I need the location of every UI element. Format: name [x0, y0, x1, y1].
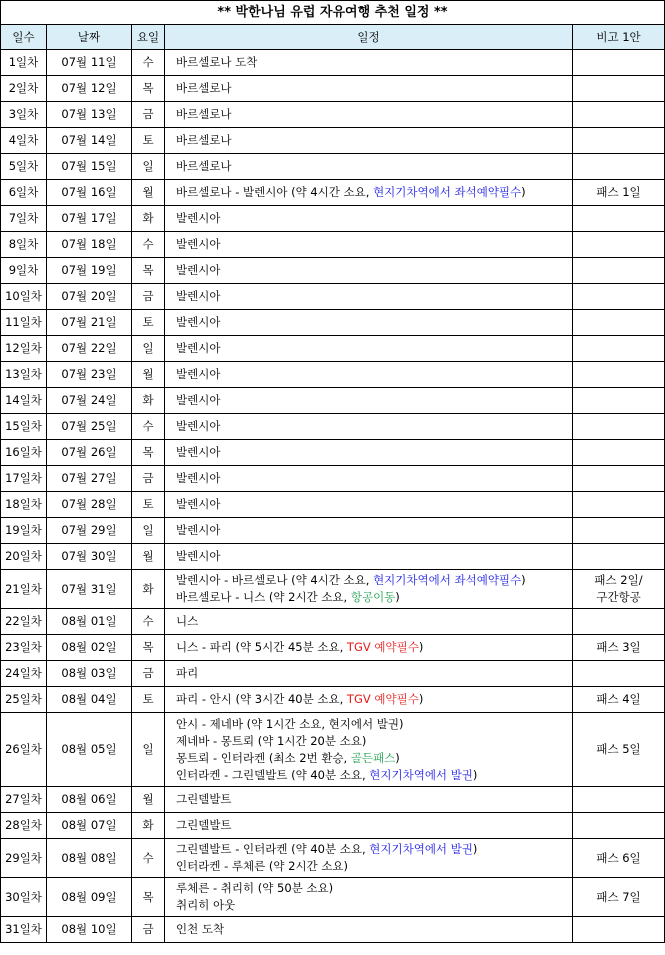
note-cell	[573, 388, 665, 414]
day-cell: 19일차	[1, 518, 47, 544]
note-cell	[573, 180, 665, 206]
schedule-cell	[165, 362, 573, 388]
table-row	[1, 687, 665, 713]
weekday-cell: 화	[132, 570, 165, 609]
schedule-text: 몽트뢰 - 인터라켄 (최소 2번 환승,	[176, 750, 351, 765]
schedule-line	[176, 262, 572, 279]
day-cell: 5일차	[1, 154, 47, 180]
schedule-text: )	[418, 640, 424, 654]
weekday-cell: 수	[132, 609, 165, 635]
schedule-text: )	[395, 750, 400, 765]
schedule-text: 그린델발트 - 인터라켄 (약 40분 소요,	[176, 842, 370, 856]
schedule-line	[176, 236, 572, 253]
schedule-cell	[165, 76, 573, 102]
note-line: 패스 6일	[596, 850, 641, 865]
table-row	[1, 310, 665, 336]
schedule-line	[176, 184, 572, 201]
note-cell	[573, 440, 665, 466]
table-row	[1, 609, 665, 635]
schedule-cell	[165, 661, 573, 687]
date-cell: 07월 23일	[47, 362, 132, 388]
schedule-line	[176, 210, 572, 227]
table-row	[1, 440, 665, 466]
schedule-highlight-text: 현지기차역에서 좌석예약필수	[373, 573, 522, 587]
day-cell: 30일차	[1, 878, 47, 917]
note-cell	[573, 878, 665, 917]
header-row	[1, 25, 665, 50]
schedule-text: 바르셀로나 도착	[176, 55, 258, 69]
note-cell	[573, 661, 665, 687]
table-title: ** 박한나님 유럽 자유여행 추천 일정 **	[1, 1, 665, 25]
schedule-text: )	[418, 692, 424, 706]
day-cell: 17일차	[1, 466, 47, 492]
schedule-line	[176, 392, 572, 409]
header-day: 일수	[1, 25, 47, 50]
note-cell	[573, 917, 665, 943]
date-cell: 08월 02일	[47, 635, 132, 661]
note-cell	[573, 154, 665, 180]
day-cell: 8일차	[1, 232, 47, 258]
note-cell	[573, 570, 665, 609]
schedule-text: 발렌시아	[176, 315, 221, 329]
date-cell: 07월 31일	[47, 570, 132, 609]
note-cell	[573, 50, 665, 76]
table-row	[1, 128, 665, 154]
note-cell	[573, 336, 665, 362]
schedule-cell	[165, 466, 573, 492]
table-row	[1, 180, 665, 206]
table-row	[1, 414, 665, 440]
note-cell	[573, 713, 665, 787]
date-cell: 07월 28일	[47, 492, 132, 518]
date-cell: 07월 26일	[47, 440, 132, 466]
schedule-cell	[165, 635, 573, 661]
schedule-line	[176, 733, 572, 750]
note-cell	[573, 232, 665, 258]
schedule-line	[176, 418, 572, 435]
day-cell: 26일차	[1, 713, 47, 787]
schedule-text: 취리히 아웃	[176, 898, 236, 912]
weekday-cell: 금	[132, 102, 165, 128]
weekday-cell: 화	[132, 206, 165, 232]
weekday-cell: 수	[132, 414, 165, 440]
header-schedule: 일정	[165, 25, 573, 50]
schedule-text: )	[472, 767, 478, 782]
note-cell	[573, 284, 665, 310]
note-line: 패스 4일	[596, 692, 641, 706]
schedule-line	[176, 880, 572, 897]
schedule-line	[176, 288, 572, 305]
schedule-text: 발렌시아	[176, 445, 221, 459]
weekday-cell: 화	[132, 388, 165, 414]
schedule-text: 바르셀로나	[176, 81, 232, 95]
note-cell	[573, 839, 665, 878]
table-row	[1, 102, 665, 128]
date-cell: 07월 25일	[47, 414, 132, 440]
table-row	[1, 284, 665, 310]
itinerary-rows	[1, 50, 665, 943]
table-row	[1, 813, 665, 839]
note-cell	[573, 206, 665, 232]
note-cell	[573, 128, 665, 154]
schedule-text: 니스	[176, 614, 199, 628]
note-line: 패스 7일	[596, 889, 641, 904]
table-row	[1, 336, 665, 362]
schedule-cell	[165, 839, 573, 878]
schedule-line	[176, 444, 572, 461]
date-cell: 07월 12일	[47, 76, 132, 102]
schedule-text: 바르셀로나	[176, 133, 232, 147]
schedule-text: 제네바 - 몽트뢰 (약 1시간 20분 소요)	[176, 733, 367, 748]
header-weekday: 요일	[132, 25, 165, 50]
weekday-cell: 금	[132, 661, 165, 687]
schedule-line	[176, 639, 572, 656]
schedule-text: 발렌시아	[176, 497, 221, 511]
schedule-text: 발렌시아	[176, 549, 221, 563]
date-cell: 07월 14일	[47, 128, 132, 154]
schedule-line	[176, 858, 572, 875]
weekday-cell: 일	[132, 713, 165, 787]
day-cell: 7일차	[1, 206, 47, 232]
schedule-cell	[165, 102, 573, 128]
date-cell: 07월 30일	[47, 544, 132, 570]
schedule-text: 발렌시아	[176, 211, 221, 225]
day-cell: 20일차	[1, 544, 47, 570]
table-row	[1, 839, 665, 878]
table-row	[1, 787, 665, 813]
date-cell: 08월 10일	[47, 917, 132, 943]
schedule-cell	[165, 518, 573, 544]
weekday-cell: 금	[132, 466, 165, 492]
schedule-cell	[165, 570, 573, 609]
schedule-cell	[165, 50, 573, 76]
schedule-text: 파리	[176, 666, 199, 680]
table-row	[1, 466, 665, 492]
date-cell: 08월 01일	[47, 609, 132, 635]
table-row	[1, 661, 665, 687]
schedule-line	[176, 589, 572, 606]
schedule-text: 발렌시아	[176, 523, 221, 537]
schedule-text: 발렌시아	[176, 471, 221, 485]
weekday-cell: 수	[132, 839, 165, 878]
day-cell: 24일차	[1, 661, 47, 687]
schedule-line	[176, 817, 572, 834]
weekday-cell: 금	[132, 284, 165, 310]
weekday-cell: 수	[132, 50, 165, 76]
date-cell: 08월 03일	[47, 661, 132, 687]
schedule-text: 그린델발트	[176, 818, 232, 832]
date-cell: 07월 13일	[47, 102, 132, 128]
note-cell	[573, 687, 665, 713]
schedule-highlight-text: TGV 예약필수	[346, 692, 419, 706]
schedule-line	[176, 750, 572, 767]
schedule-text: 파리 - 안시 (약 3시간 40분 소요,	[176, 692, 347, 706]
schedule-line	[176, 572, 572, 589]
schedule-line	[176, 613, 572, 630]
date-cell: 07월 17일	[47, 206, 132, 232]
date-cell: 07월 27일	[47, 466, 132, 492]
schedule-text: 인터라켄 - 루체른 (약 2시간 소요)	[176, 859, 349, 873]
note-cell	[573, 258, 665, 284]
schedule-text: )	[521, 185, 526, 199]
note-cell	[573, 813, 665, 839]
weekday-cell: 월	[132, 544, 165, 570]
schedule-cell	[165, 232, 573, 258]
date-cell: 07월 21일	[47, 310, 132, 336]
schedule-line	[176, 366, 572, 383]
weekday-cell: 일	[132, 336, 165, 362]
day-cell: 16일차	[1, 440, 47, 466]
day-cell: 27일차	[1, 787, 47, 813]
day-cell: 10일차	[1, 284, 47, 310]
date-cell: 07월 24일	[47, 388, 132, 414]
date-cell: 07월 16일	[47, 180, 132, 206]
weekday-cell: 금	[132, 917, 165, 943]
schedule-line	[176, 54, 572, 71]
day-cell: 1일차	[1, 50, 47, 76]
schedule-cell	[165, 206, 573, 232]
schedule-line	[176, 158, 572, 175]
schedule-cell	[165, 336, 573, 362]
schedule-text: 발렌시아	[176, 237, 221, 251]
schedule-line	[176, 80, 572, 97]
day-cell: 11일차	[1, 310, 47, 336]
weekday-cell: 토	[132, 687, 165, 713]
table-row	[1, 544, 665, 570]
day-cell: 31일차	[1, 917, 47, 943]
table-row	[1, 154, 665, 180]
note-cell	[573, 544, 665, 570]
date-cell: 07월 20일	[47, 284, 132, 310]
schedule-line	[176, 691, 572, 708]
date-cell: 08월 08일	[47, 839, 132, 878]
note-cell	[573, 609, 665, 635]
schedule-text: 그린델발트	[176, 792, 232, 806]
note-cell	[573, 414, 665, 440]
day-cell: 6일차	[1, 180, 47, 206]
schedule-highlight-text: 현지기차역에서 좌석예약필수	[373, 185, 522, 199]
day-cell: 22일차	[1, 609, 47, 635]
date-cell: 07월 29일	[47, 518, 132, 544]
schedule-text: )	[395, 590, 400, 604]
date-cell: 08월 07일	[47, 813, 132, 839]
weekday-cell: 목	[132, 878, 165, 917]
schedule-cell	[165, 813, 573, 839]
schedule-highlight-text: 현지기차역에서 발권	[369, 767, 473, 782]
weekday-cell: 수	[132, 232, 165, 258]
schedule-cell	[165, 687, 573, 713]
schedule-text: 발렌시아	[176, 341, 221, 355]
table-row	[1, 878, 665, 917]
table-row	[1, 206, 665, 232]
schedule-highlight-text: 항공이동	[350, 590, 396, 604]
note-cell	[573, 102, 665, 128]
schedule-line	[176, 548, 572, 565]
note-line: 구간항공	[596, 590, 641, 604]
note-cell	[573, 76, 665, 102]
schedule-line	[176, 767, 572, 784]
schedule-line	[176, 314, 572, 331]
schedule-line	[176, 132, 572, 149]
table-row	[1, 492, 665, 518]
date-cell: 08월 05일	[47, 713, 132, 787]
schedule-line	[176, 340, 572, 357]
schedule-line	[176, 106, 572, 123]
header-date: 날짜	[47, 25, 132, 50]
schedule-line	[176, 897, 572, 914]
day-cell: 13일차	[1, 362, 47, 388]
schedule-text: 발렌시아 - 바르셀로나 (약 4시간 소요,	[176, 573, 374, 587]
schedule-cell	[165, 440, 573, 466]
schedule-line	[176, 841, 572, 858]
weekday-cell: 일	[132, 518, 165, 544]
day-cell: 29일차	[1, 839, 47, 878]
schedule-cell	[165, 917, 573, 943]
weekday-cell: 월	[132, 787, 165, 813]
schedule-cell	[165, 310, 573, 336]
schedule-text: 발렌시아	[176, 289, 221, 303]
note-line: 패스 1일	[596, 185, 641, 199]
date-cell: 07월 15일	[47, 154, 132, 180]
schedule-cell	[165, 128, 573, 154]
date-cell: 07월 11일	[47, 50, 132, 76]
weekday-cell: 토	[132, 128, 165, 154]
schedule-text: 안시 - 제네바 (약 1시간 소요, 현지에서 발권)	[176, 716, 404, 731]
day-cell: 21일차	[1, 570, 47, 609]
schedule-text: 바르셀로나	[176, 159, 232, 173]
note-cell	[573, 492, 665, 518]
schedule-line	[176, 665, 572, 682]
weekday-cell: 월	[132, 362, 165, 388]
table-row	[1, 713, 665, 787]
day-cell: 4일차	[1, 128, 47, 154]
table-row	[1, 635, 665, 661]
schedule-text: 발렌시아	[176, 263, 221, 277]
schedule-cell	[165, 284, 573, 310]
note-cell	[573, 362, 665, 388]
day-cell: 14일차	[1, 388, 47, 414]
day-cell: 3일차	[1, 102, 47, 128]
schedule-cell	[165, 258, 573, 284]
day-cell: 23일차	[1, 635, 47, 661]
day-cell: 15일차	[1, 414, 47, 440]
schedule-line	[176, 716, 572, 733]
schedule-text: 발렌시아	[176, 367, 221, 381]
table-row	[1, 917, 665, 943]
table-row	[1, 388, 665, 414]
table-row	[1, 258, 665, 284]
day-cell: 2일차	[1, 76, 47, 102]
note-line: 패스 5일	[596, 742, 641, 756]
schedule-cell	[165, 492, 573, 518]
schedule-text: )	[472, 842, 478, 856]
day-cell: 9일차	[1, 258, 47, 284]
schedule-text: 바르셀로나 - 니스 (약 2시간 소요,	[176, 590, 351, 604]
weekday-cell: 목	[132, 440, 165, 466]
day-cell: 25일차	[1, 687, 47, 713]
schedule-text: 니스 - 파리 (약 5시간 45분 소요,	[176, 640, 347, 654]
schedule-line	[176, 921, 572, 938]
weekday-cell: 목	[132, 258, 165, 284]
schedule-text: 인터라켄 - 그린델발트 (약 40분 소요,	[176, 767, 370, 782]
schedule-cell	[165, 609, 573, 635]
schedule-line	[176, 470, 572, 487]
schedule-line	[176, 791, 572, 808]
schedule-text: 인천 도착	[176, 922, 225, 936]
note-cell	[573, 518, 665, 544]
note-cell	[573, 787, 665, 813]
date-cell: 07월 22일	[47, 336, 132, 362]
schedule-text: 루체른 - 취리히 (약 50분 소요)	[176, 881, 334, 895]
date-cell: 08월 09일	[47, 878, 132, 917]
weekday-cell: 목	[132, 76, 165, 102]
table-row	[1, 570, 665, 609]
schedule-cell	[165, 878, 573, 917]
schedule-text: 바르셀로나 - 발렌시아 (약 4시간 소요,	[176, 185, 374, 199]
schedule-text: 바르셀로나	[176, 107, 232, 121]
date-cell: 07월 18일	[47, 232, 132, 258]
table-row	[1, 362, 665, 388]
schedule-text: )	[521, 573, 526, 587]
schedule-cell	[165, 544, 573, 570]
schedule-cell	[165, 713, 573, 787]
date-cell: 08월 04일	[47, 687, 132, 713]
weekday-cell: 토	[132, 492, 165, 518]
table-row	[1, 232, 665, 258]
schedule-highlight-text: 골든패스	[350, 750, 396, 765]
day-cell: 18일차	[1, 492, 47, 518]
schedule-cell	[165, 154, 573, 180]
weekday-cell: 월	[132, 180, 165, 206]
schedule-cell	[165, 787, 573, 813]
table-row	[1, 50, 665, 76]
note-line: 패스 3일	[596, 640, 641, 654]
schedule-text: 발렌시아	[176, 393, 221, 407]
schedule-cell	[165, 414, 573, 440]
schedule-cell	[165, 180, 573, 206]
weekday-cell: 토	[132, 310, 165, 336]
weekday-cell: 일	[132, 154, 165, 180]
note-cell	[573, 635, 665, 661]
weekday-cell: 목	[132, 635, 165, 661]
schedule-text: 발렌시아	[176, 419, 221, 433]
schedule-line	[176, 522, 572, 539]
day-cell: 28일차	[1, 813, 47, 839]
table-row	[1, 76, 665, 102]
date-cell: 07월 19일	[47, 258, 132, 284]
weekday-cell: 화	[132, 813, 165, 839]
date-cell: 08월 06일	[47, 787, 132, 813]
note-cell	[573, 310, 665, 336]
day-cell: 12일차	[1, 336, 47, 362]
schedule-highlight-text: 현지기차역에서 발권	[369, 842, 473, 856]
schedule-line	[176, 496, 572, 513]
header-note: 비고 1안	[573, 25, 665, 50]
note-cell	[573, 466, 665, 492]
schedule-cell	[165, 388, 573, 414]
note-line: 패스 2일/	[594, 573, 643, 587]
table-row	[1, 518, 665, 544]
schedule-highlight-text: TGV 예약필수	[346, 640, 419, 654]
